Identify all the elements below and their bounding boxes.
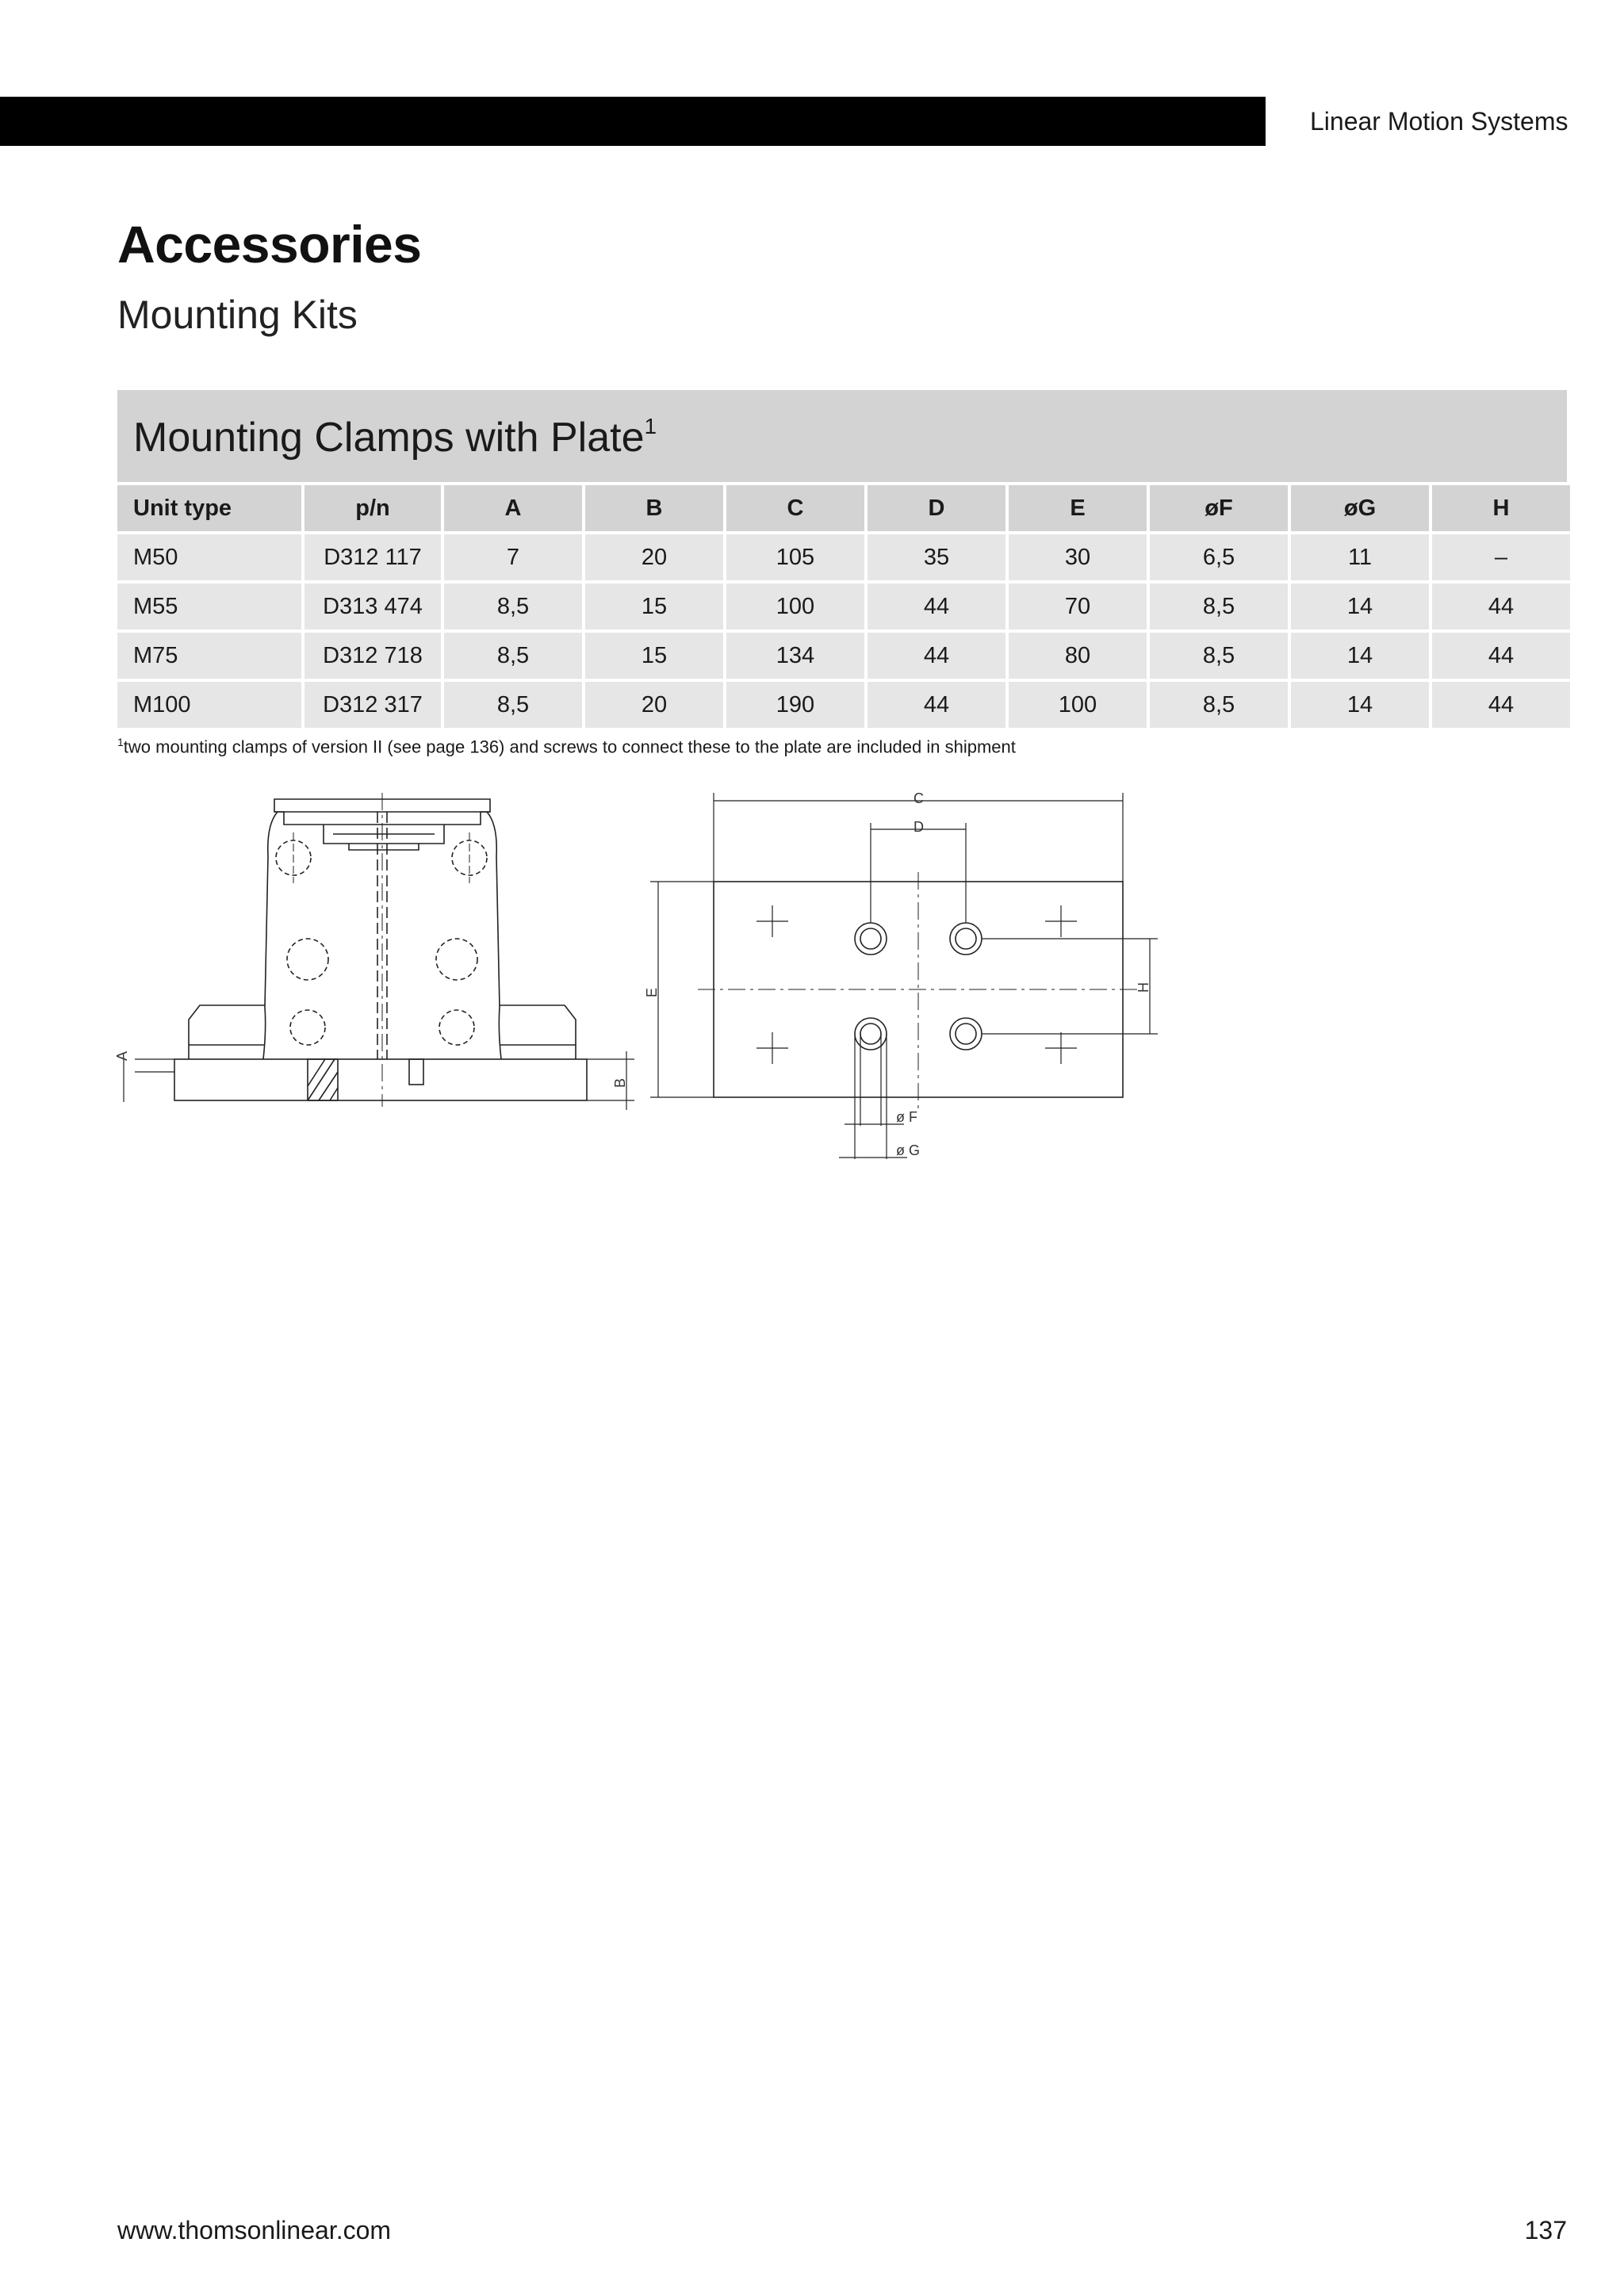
dim-c-label: C xyxy=(914,793,924,806)
table-cell: M55 xyxy=(117,584,301,629)
table-cell: 8,5 xyxy=(444,584,582,629)
table-cell: 30 xyxy=(1009,534,1147,580)
footer-url: www.thomsonlinear.com xyxy=(117,2216,392,2244)
col-header: øG xyxy=(1291,485,1429,531)
table-row xyxy=(117,534,1570,580)
col-header: p/n xyxy=(304,485,441,531)
dim-a-label: A xyxy=(114,1050,130,1061)
dim-g-label: ø G xyxy=(896,1142,920,1158)
table-cell: 70 xyxy=(1009,584,1147,629)
dim-f-label: ø F xyxy=(896,1109,917,1125)
page-subheading: Mounting Kits xyxy=(117,293,358,337)
table-title xyxy=(117,390,1567,482)
footnote-text: two mounting clamps of version II (see page 136) and screws to connect these to the plate are included in shipment xyxy=(123,737,1016,757)
table-title-footnote-mark: 1 xyxy=(644,413,657,438)
table-cell: 6,5 xyxy=(1150,534,1288,580)
table-cell: M50 xyxy=(117,534,301,580)
table-cell: 80 xyxy=(1009,633,1147,679)
table-cell: 14 xyxy=(1291,633,1429,679)
col-header: B xyxy=(585,485,723,531)
top-view-drawing xyxy=(650,793,1158,1159)
table-row xyxy=(117,682,1570,728)
table-cell: 190 xyxy=(726,682,864,728)
page-number: 137 xyxy=(1524,2216,1567,2244)
dim-e-label: E xyxy=(644,987,660,997)
table-cell: 20 xyxy=(585,682,723,728)
table-cell: D312 317 xyxy=(304,682,441,728)
header-bar xyxy=(0,97,1266,146)
footnote-mark: 1 xyxy=(117,736,124,748)
col-header: D xyxy=(868,485,1005,531)
dim-h-label: H xyxy=(1136,982,1151,993)
table-cell: 44 xyxy=(868,682,1005,728)
table-cell: 105 xyxy=(726,534,864,580)
table-cell: 8,5 xyxy=(1150,584,1288,629)
table-cell: M75 xyxy=(117,633,301,679)
spec-table xyxy=(114,482,1573,731)
col-header: Unit type xyxy=(117,485,301,531)
dim-d-label: D xyxy=(914,818,924,835)
table-cell: 8,5 xyxy=(1150,682,1288,728)
table-row xyxy=(117,584,1570,629)
table-cell: 8,5 xyxy=(1150,633,1288,679)
table-cell: 44 xyxy=(868,633,1005,679)
table-cell: 134 xyxy=(726,633,864,679)
col-header: H xyxy=(1432,485,1570,531)
table-header-row xyxy=(117,485,1570,531)
table-cell: 20 xyxy=(585,534,723,580)
table-title-text: Mounting Clamps with Plate xyxy=(133,415,645,461)
col-header: A xyxy=(444,485,582,531)
header-title: Linear Motion Systems xyxy=(1310,107,1568,136)
table-cell: 15 xyxy=(585,584,723,629)
side-view-drawing xyxy=(124,793,634,1110)
table-cell: 15 xyxy=(585,633,723,679)
page-heading: Accessories xyxy=(117,215,422,274)
col-header: øF xyxy=(1150,485,1288,531)
table-cell: D312 718 xyxy=(304,633,441,679)
table-row xyxy=(117,633,1570,679)
table-cell: 44 xyxy=(1432,682,1570,728)
table-footnote xyxy=(117,736,1567,757)
table-cell: 44 xyxy=(1432,584,1570,629)
technical-drawing xyxy=(111,793,1205,1205)
table-cell: M100 xyxy=(117,682,301,728)
table-cell: 44 xyxy=(1432,633,1570,679)
col-header: E xyxy=(1009,485,1147,531)
table-cell: 35 xyxy=(868,534,1005,580)
dim-b-label: B xyxy=(612,1077,628,1088)
table-cell: 8,5 xyxy=(444,633,582,679)
table-cell: – xyxy=(1432,534,1570,580)
table-cell: 100 xyxy=(726,584,864,629)
table-cell: 14 xyxy=(1291,682,1429,728)
table-cell: 11 xyxy=(1291,534,1429,580)
table-cell: 14 xyxy=(1291,584,1429,629)
table-cell: 100 xyxy=(1009,682,1147,728)
spec-table-block xyxy=(117,390,1567,757)
table-cell: 44 xyxy=(868,584,1005,629)
table-cell: D313 474 xyxy=(304,584,441,629)
table-cell: 7 xyxy=(444,534,582,580)
table-cell: 8,5 xyxy=(444,682,582,728)
table-cell: D312 117 xyxy=(304,534,441,580)
col-header: C xyxy=(726,485,864,531)
